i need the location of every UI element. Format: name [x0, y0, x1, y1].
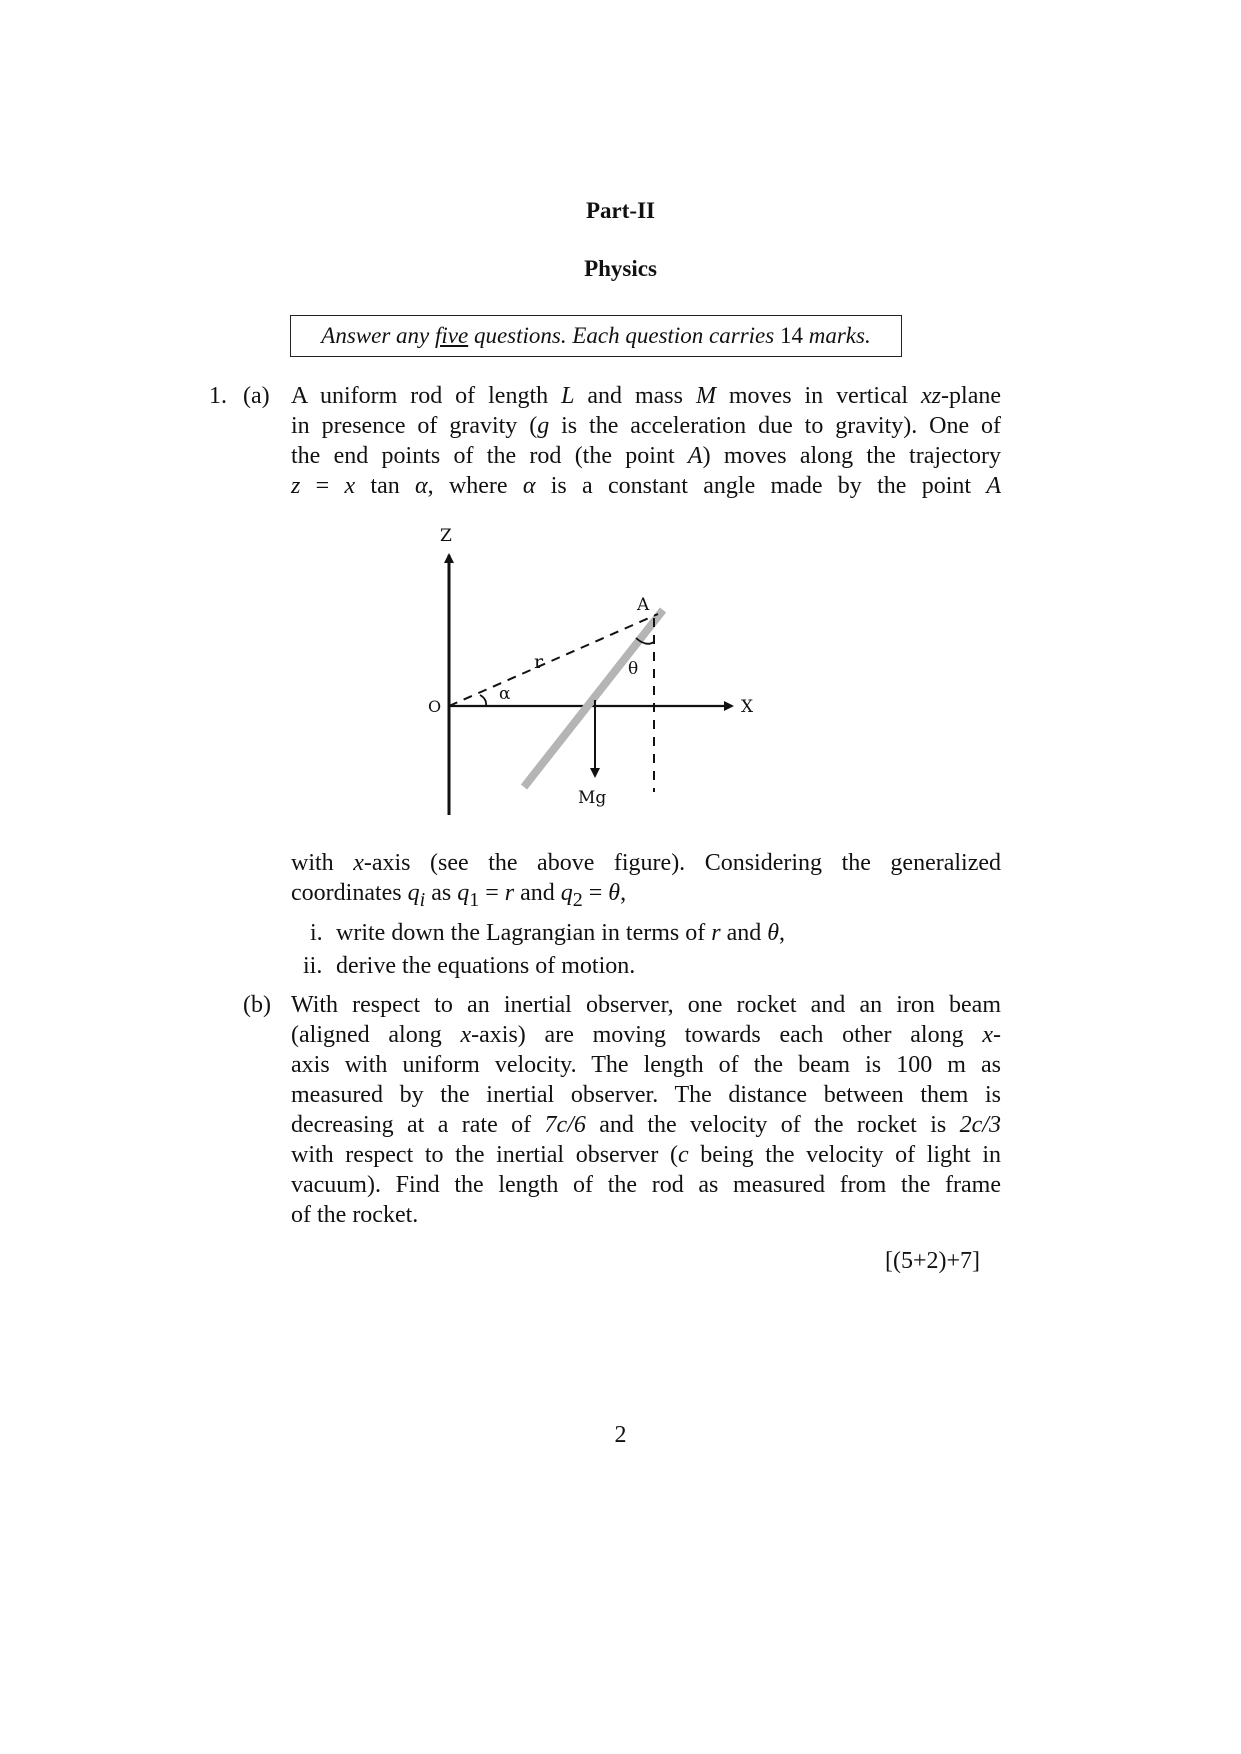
- instructions-marks: 14: [779, 323, 803, 348]
- part-a-line-2: in presence of gravity (g is the acceleration due to gravity). One of: [291, 413, 1001, 439]
- page-number: 2: [614, 1422, 627, 1448]
- marks-distribution: [(5+2)+7]: [885, 1248, 981, 1274]
- part-b-line-7: vacuum). Find the length of the rod as measured from the frame: [291, 1172, 1001, 1198]
- part-a-line-5: with x-axis (see the above figure). Considering the generalized: [291, 850, 1001, 876]
- part-b-line-6: with respect to the inertial observer (c being the velocity of light in: [291, 1142, 1001, 1168]
- instructions-box: [290, 315, 902, 357]
- sub-item-ii-text: derive the equations of motion.: [336, 953, 636, 979]
- z-axis-label: Z: [440, 526, 452, 546]
- sub-item-ii-label: ii.: [303, 953, 323, 979]
- part-b-line-2: (aligned along x-axis) are moving towards each other along x-: [291, 1022, 1001, 1048]
- part-a-line-3: the end points of the rod (the point A) moves along the trajectory: [291, 443, 1001, 469]
- subject-heading: Physics: [584, 256, 657, 281]
- alpha-label: α: [499, 684, 511, 704]
- part-b-line-8: of the rocket.: [291, 1202, 419, 1228]
- point-a-label: A: [637, 595, 650, 615]
- instructions-text-2: questions. Each question carries: [468, 323, 780, 348]
- rod-diagram: [410, 520, 790, 820]
- r-label: r: [534, 651, 544, 673]
- alpha-arc: [480, 695, 486, 706]
- part-a-line-1: A uniform rod of length L and mass M moves in vertical xz-plane: [291, 383, 1001, 409]
- instructions-underlined-word: five: [435, 323, 469, 348]
- part-heading: Part-II: [586, 198, 655, 223]
- theta-label: θ: [628, 659, 639, 679]
- instructions-text-3: marks.: [802, 323, 871, 348]
- part-a-line-6: coordinates $q_i$ as $q_1 = r$ and $q_2 = \theta$,: [291, 880, 627, 911]
- part-b-line-5: decreasing at a rate of 7c/6 and the velocity of the rocket is 2c/3: [291, 1112, 1001, 1138]
- part-b-line-3: axis with uniform velocity. The length of the beam is 100 m as: [291, 1052, 1001, 1078]
- origin-label: O: [428, 697, 442, 716]
- question-number: 1.: [209, 383, 227, 409]
- mg-label: Mg: [578, 788, 607, 808]
- part-a-label: (a): [243, 383, 270, 409]
- part-b-line-1: With respect to an inertial observer, one rocket and an iron beam: [291, 992, 1001, 1018]
- part-b-label: (b): [243, 992, 271, 1018]
- sub-item-i-text: write down the Lagrangian in terms of r and θ,: [336, 920, 786, 946]
- instructions-text-1: Answer any: [321, 323, 436, 348]
- part-a-line-4: z = x tan α, where α is a constant angle made by the point A: [291, 473, 1001, 499]
- rod: [524, 610, 663, 787]
- part-b-line-4: measured by the inertial observer. The distance between them is: [291, 1082, 1001, 1108]
- sub-item-i-label: i.: [310, 920, 323, 946]
- x-axis-label: X: [741, 697, 754, 717]
